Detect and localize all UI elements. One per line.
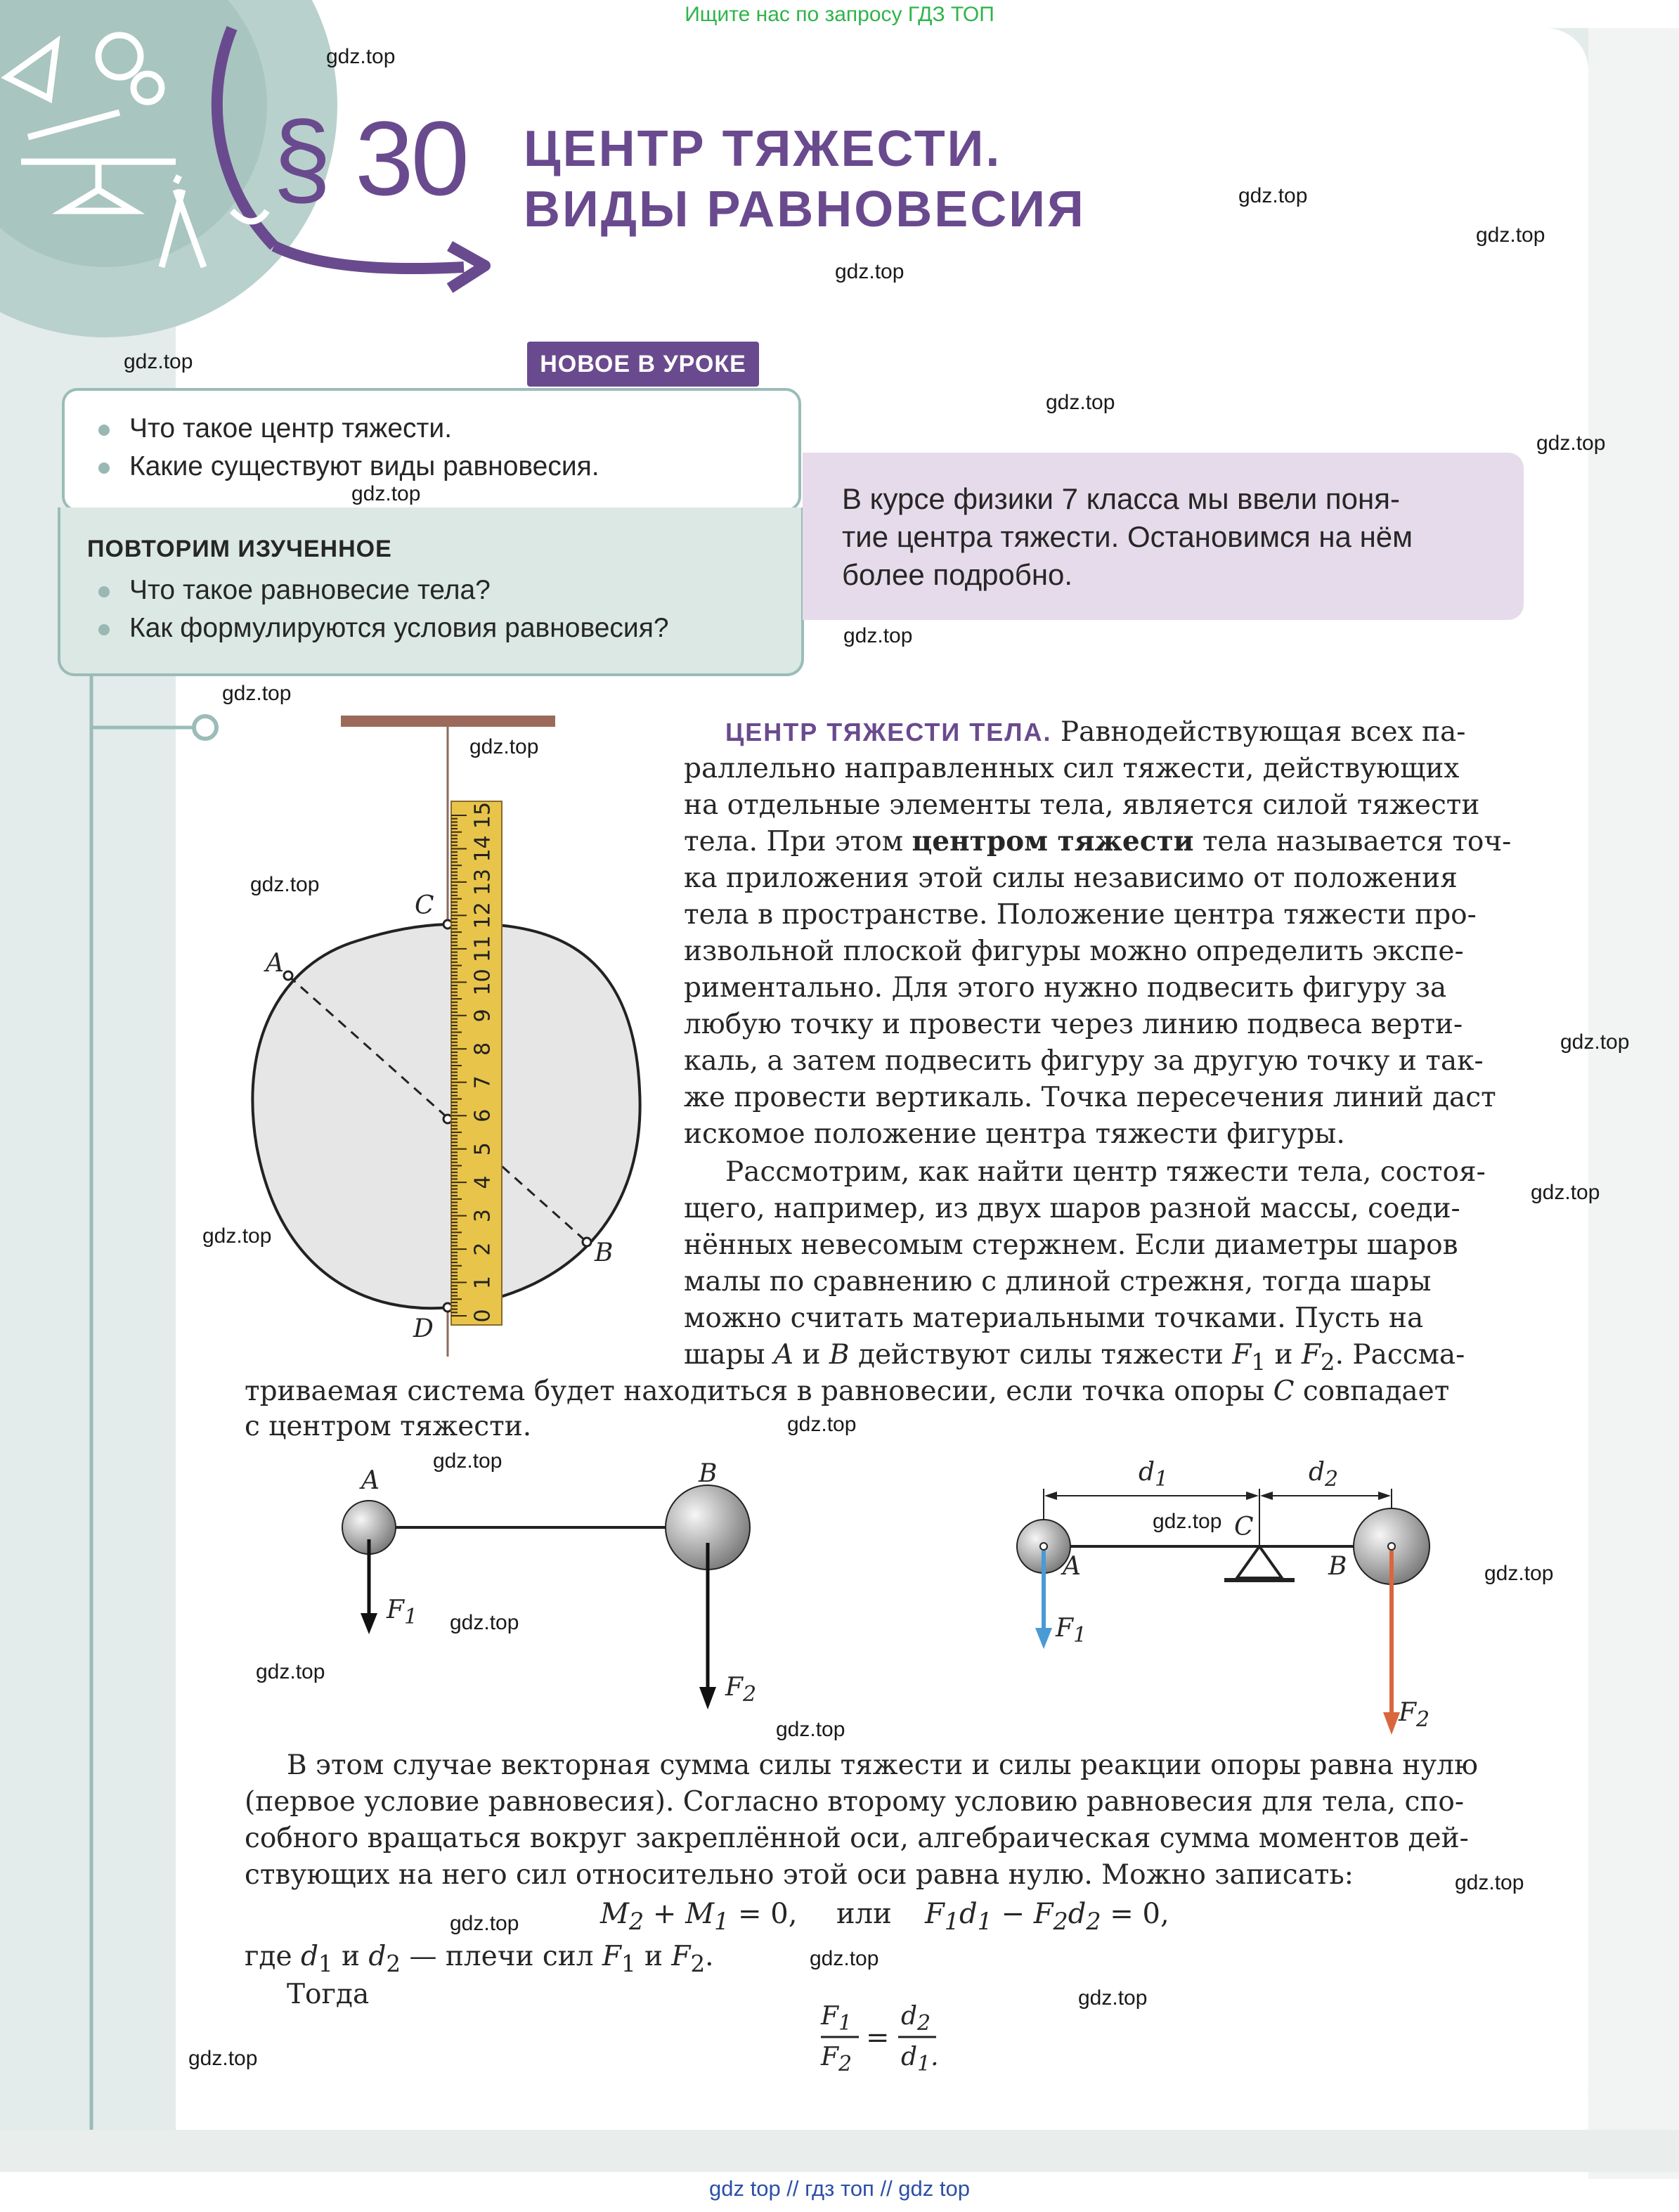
section-line-3: на отдельные элементы тела, является силой тяжести [684,789,1480,821]
symbol-c: C [1273,1376,1295,1407]
subscript: 2 [1325,1467,1339,1492]
section-line-6: тела в пространстве. Положение центра тяжести про- [684,899,1477,931]
watermark: gdz.top [1536,432,1606,455]
watermark: gdz.top [1078,1986,1148,2010]
subscript: 1 [944,1908,959,1935]
ruler-number: 10 [470,969,495,996]
subscript: 1 [318,1950,333,1977]
symbol-d: d [1309,1458,1325,1487]
label-c: C [1234,1513,1254,1541]
subscript: 1 [917,2052,931,2077]
label-b: B [699,1459,718,1488]
top-banner[interactable]: Ищите нас по запросу ГДЗ ТОП [685,3,994,26]
bullet-icon [98,425,110,436]
equals-zero: = 0, [738,1898,798,1930]
symbol-f: F [1056,1614,1073,1643]
watermark: gdz.top [202,1224,272,1248]
equation-arms [925,1898,1169,1935]
text-span: и [332,1941,369,1972]
watermark: gdz.top [1238,184,1308,207]
symbol-d: d [300,1941,318,1972]
watermark: gdz.top [1046,391,1115,414]
watermark: gdz.top [1484,1562,1554,1585]
text-span: . [705,1941,714,1972]
text-span: триваемая система будет находиться в равновесии, если точка опоры [245,1376,1273,1407]
symbol-f: F [1033,1898,1054,1930]
page-title-line-1: ЦЕНТР ТЯЖЕСТИ. [524,121,1002,177]
text-span: и [635,1941,672,1972]
symbol-f: F [1232,1339,1252,1371]
text-span: тела называется точ- [1193,826,1512,858]
watermark: gdz.top [1560,1030,1630,1054]
symbol-d: d [959,1898,978,1930]
subscript: 2 [1086,1908,1101,1935]
bullet-icon [98,463,110,474]
p2-line-4: малы по сравнению с длиной стрежня, тогда шары [684,1266,1432,1298]
subscript: 2 [742,1682,757,1707]
watermark: gdz.top [450,1611,519,1634]
text-span: совпадает [1294,1376,1450,1407]
ruler-number: 0 [470,1309,495,1323]
bullet-icon [98,586,110,597]
symbol-f: F [1301,1339,1321,1371]
section-line-9: любую точку и провести через линию подвеса верти- [684,1009,1463,1040]
p2-line-5: можно считать материальными точками. Пусть на [684,1302,1424,1334]
watermark: gdz.top [469,735,539,758]
p3-line-1: В этом случае векторная сумма силы тяжести и силы реакции опоры равна нулю [287,1749,1478,1781]
text-span: . Рассма- [1335,1339,1465,1371]
section-heading: ЦЕНТР ТЯЖЕСТИ ТЕЛА. [725,718,1052,746]
watermark: gdz.top [450,1912,519,1935]
bottom-banner[interactable]: gdz top // гдз топ // gdz top [709,2176,970,2201]
equation-moments [600,1898,797,1935]
subscript: 2 [917,2011,931,2036]
watermark: gdz.top [222,682,292,705]
section-line-8: риментально. Для этого нужно подвесить фигуру за [684,972,1447,1004]
repeat-item-2: Как формулируются условия равновесия? [129,613,669,643]
watermark: gdz.top [351,482,421,505]
text-span: и [793,1339,829,1371]
section-number: § 30 [273,99,467,217]
watermark: gdz.top [326,45,396,68]
subscript: 1 [1072,1623,1087,1648]
intro-line-2: тие центра тяжести. Остановимся на нём [842,520,1413,553]
ruler-number: 8 [470,1042,495,1056]
text-span: тела. При этом [684,826,912,858]
watermark: gdz.top [1153,1510,1222,1533]
text-span: Равнодействующая всех па- [1051,716,1466,748]
p2-line-3: нённых невесомым стержнем. Если диаметры шаров [684,1229,1458,1261]
minus-sign: − [1001,1898,1025,1930]
watermark: gdz.top [787,1413,857,1436]
ruler-number: 13 [470,868,495,896]
symbol-a: A [773,1339,794,1371]
watermark: gdz.top [256,1660,325,1683]
subscript: 1 [714,1908,730,1935]
subscript: 1 [621,1950,636,1977]
ruler-number: 7 [470,1075,495,1089]
watermark: gdz.top [1455,1871,1524,1894]
symbol-f: F [671,1941,691,1972]
subscript: 2 [690,1950,706,1977]
label-f1 [1056,1614,1087,1648]
label-d1 [1139,1458,1168,1492]
new-in-lesson-label: НОВОЕ В УРОКЕ [527,342,759,387]
intro-line-1: В курсе физики 7 класса мы ввели поня- [842,482,1400,515]
subscript: 1 [977,1908,992,1935]
symbol-d: d [901,2043,918,2071]
watermark: gdz.top [835,260,905,283]
label-c: C [415,891,434,920]
label-b: B [1328,1552,1347,1581]
watermark: gdz.top [810,1947,879,1970]
section-line-5: ка приложения этой силы независимо от положения [684,862,1458,894]
new-item-1: Что такое центр тяжести. [129,413,453,444]
p2-line-1: Рассмотрим, как найти центр тяжести тела, состоя- [725,1156,1486,1188]
ruler-number: 3 [470,1209,495,1223]
ruler-number: 1 [470,1275,495,1290]
label-f1 [387,1596,417,1629]
text-span: — плечи сил [401,1941,602,1972]
page-title-line-2: ВИДЫ РАВНОВЕСИЯ [524,181,1086,238]
watermark: gdz.top [250,873,320,896]
label-f2 [1399,1698,1430,1732]
then-word: Тогда [287,1979,370,2010]
watermark: gdz.top [1531,1181,1600,1204]
label-b: B [595,1238,614,1267]
section-line-2: раллельно направленных сил тяжести, действующих [684,753,1460,784]
new-in-lesson-box [62,388,801,512]
frac-d1: $d_1$. [901,2043,939,2077]
symbol-f: F [821,2043,838,2071]
subscript: 1 [403,1605,418,1630]
symbol-b: B [829,1339,850,1371]
p2-line-7 [245,1378,1449,1405]
subscript: 2 [1320,1348,1335,1376]
text-span: и [1266,1339,1302,1371]
ruler-number: 4 [470,1175,495,1189]
symbol-m: M [685,1898,715,1930]
section-line-12: искомое положение центра тяжести фигуры. [684,1118,1345,1150]
section-line-4 [684,825,1512,858]
label-f2 [725,1673,756,1707]
subscript: 2 [838,2052,853,2077]
symbol-f: F [602,1941,621,1972]
subscript: 1 [1251,1348,1266,1376]
plus-sign: + [652,1898,677,1930]
symbol-d: d [1139,1458,1155,1487]
subscript: 2 [628,1908,644,1935]
where-line [245,1943,714,1975]
watermark: gdz.top [843,624,913,647]
subscript: 2 [1053,1908,1068,1935]
intro-line-3: более подробно. [842,558,1073,591]
ruler-number: 11 [470,935,495,962]
text-span: действуют силы тяжести [849,1339,1233,1371]
text-span: где [245,1941,301,1972]
subscript: 2 [1415,1707,1430,1733]
p2-line-8: с центром тяжести. [245,1411,532,1442]
subscript: 2 [386,1950,401,1977]
word-or: или [836,1898,892,1930]
label-d: D [413,1314,434,1343]
frac-d2 [901,2002,931,2036]
p3-line-2: (первое условие равновесия). Согласно второму условию равновесия для тела, спо- [245,1786,1465,1818]
label-a: A [266,949,284,978]
text-span: шары [684,1339,774,1371]
ruler-number: 2 [470,1242,495,1256]
watermark: gdz.top [188,2047,258,2070]
symbol-f: F [1399,1698,1416,1727]
p3-line-4: ствующих на него сил относительно этой оси равна нулю. Можно записать: [245,1859,1354,1891]
section-line-7: извольной плоской фигуры можно определить экспе- [684,936,1464,967]
label-d2 [1309,1458,1338,1492]
ruler-number: 9 [470,1009,495,1023]
frac-f1 [821,2002,852,2036]
ruler-number: 12 [470,902,495,929]
subscript: 1 [1155,1467,1169,1492]
symbol-d: d [1068,1898,1087,1930]
symbol-f: F [725,1673,743,1702]
frac-f2 [821,2043,852,2076]
symbol-m: M [600,1898,629,1930]
ruler-number: 6 [470,1108,495,1123]
section-line-10: каль, а затем подвесить фигуру за другую точку и так- [684,1045,1484,1077]
repeat-item-1: Что такое равновесие тела? [129,575,491,605]
label-a: A [1063,1552,1081,1581]
frac-equals: = [866,2022,890,2054]
watermark: gdz.top [433,1449,503,1473]
bullet-icon [98,624,110,635]
ruler-number: 5 [470,1142,495,1156]
section-line-1 [725,718,1465,746]
p3-line-3: собного вращаться вокруг закреплённой оси, алгебраическая сумма моментов дей- [245,1823,1469,1854]
symbol-f: F [387,1596,404,1624]
p2-line-2: щего, например, из двух шаров разной массы, соеди- [684,1193,1460,1224]
watermark: gdz.top [124,350,193,373]
repeat-title: ПОВТОРИМ ИЗУЧЕННОЕ [87,536,392,562]
section-line-11: же провести вертикаль. Точка пересечения линий даст [684,1082,1496,1113]
p2-line-6 [684,1339,1465,1376]
new-item-2: Какие существуют виды равновесия. [129,451,599,481]
bold-term: центром тяжести [912,825,1194,858]
ruler-number: 15 [470,801,495,829]
symbol-f: F [925,1898,945,1930]
symbol-d: d [368,1941,387,1972]
subscript: 1 [838,2011,853,2036]
watermark: gdz.top [1476,224,1545,247]
ruler-number: 14 [470,835,495,862]
label-a: A [361,1466,380,1495]
symbol-d: d [901,2002,918,2031]
symbol-f: F [821,2002,838,2031]
watermark: gdz.top [776,1718,845,1741]
equals-zero: = 0, [1110,1898,1169,1930]
